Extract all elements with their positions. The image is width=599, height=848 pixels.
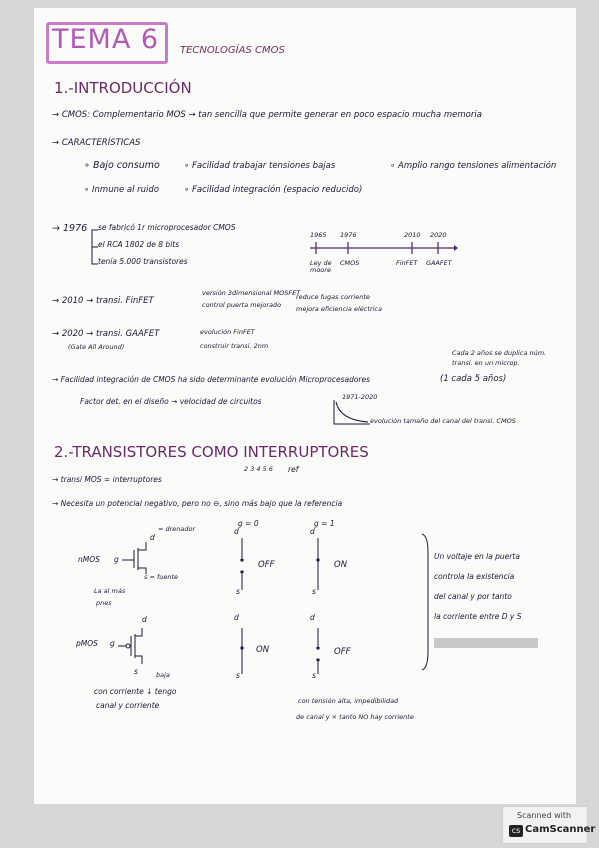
switch-pmos-off-d: d [310,613,315,622]
y1976-first-cmos: se fabricó 1r microprocesador CMOS [98,223,236,232]
nmos-label: nMOS [78,555,100,564]
switch-nmos-off-d: d [234,527,239,536]
feature-low-power: ∘ Bajo consumo [84,160,160,171]
gaafet-expansion: (Gate All Around) [68,343,125,351]
right-note-line-3: del canal y por tanto [434,592,512,601]
right-note-bracket [420,532,432,672]
switch-pmos-on-s: s [236,671,240,680]
highlight-mark [434,638,538,648]
page-title: TEMA 6 [52,24,160,55]
feature-wide-range: ∘ Amplio rango tensiones alimentación [390,161,557,171]
characteristics-label: → CARACTERÍSTICAS [52,138,141,148]
pmos-label: pMOS [76,639,98,648]
gaafet-2nm: construir transi. 2nm [200,342,269,350]
switch-pmos-off-s: s [312,671,316,680]
finfet-less-leakage: reduce fugas corriente [296,293,370,301]
gate-zero-label: g = 0 [238,519,259,528]
nmos-drain-label: d [150,533,155,542]
cmos-definition: → CMOS: Complementario MOS → tan sencilla que permite generar en poco espacio mucha memoria [52,110,482,120]
evolution-line: → Facilidad integración de CMOS ha sido determinante evolución Microprocesadores [52,375,371,384]
potential-line: → Necesita un potencial negativo, pero no ⊖, sino más bajo que la referencia [52,499,343,508]
switch-nmos-on-state: ON [334,560,348,570]
timeline-label-finfet: FinFET [396,259,418,267]
pmos-symbol [118,626,148,666]
evolution-curve [332,398,372,428]
year-2010: → 2010 → transi. FinFET [52,296,154,306]
right-note-line-4: la corriente entre D y S [434,612,522,621]
section-1-heading: 1.-INTRODUCCIÓN [54,79,192,97]
evolution-note: evolución tamaño del canal del transi. CMOS [370,417,516,425]
timeline-label-cmos: CMOS [340,259,360,267]
feature-noise-immune: ∘ Inmune al ruido [84,185,160,195]
right-note-line-2: controla la existencia [434,572,515,581]
pmos-source-label: s [134,667,138,676]
switch-nmos-off-state: OFF [258,560,275,570]
mos-switch-line: → transi MOS = interruptores [52,475,162,484]
pmos-gate-label: g [110,639,115,648]
scanned-page [34,8,576,804]
timeline-axis [308,236,458,258]
y1976-transistors: tenía 5.000 transistores [98,257,188,266]
bottom-right-note-a: con tensión alta, impedibilidad [298,697,399,705]
bottom-left-note-b: canal y corriente [96,701,160,710]
timeline-label-moore: Ley de moore [310,259,332,275]
switch-pmos-on-d: d [234,613,239,622]
feature-integration: ∘ Facilidad integración (espacio reducido) [184,185,363,195]
switch-nmos-off-s: s [236,587,240,596]
finfet-efficiency: mejora eficiencia eléctrica [296,305,382,313]
finfet-3d: versión 3dimensional MOSFET [202,289,301,297]
nmos-gate-label: g [114,555,119,564]
camscanner-logo-icon: cs [509,825,523,837]
nmos-note-a: La al más [94,587,126,595]
page-subtitle: TECNOLOGÍAS CMOS [180,45,285,56]
badge-scanned-with: Scanned with [517,811,572,820]
timeline-year-2020: 2020 [430,231,447,239]
moore-note-c: (1 cada 5 años) [440,374,507,384]
pmos-drain-label: d [142,615,147,624]
baja-label: baja [156,671,170,679]
timeline-label-gaafet: GAAFET [426,259,452,267]
year-2020: → 2020 → transi. GAAFET [52,329,160,339]
bottom-right-note-b: de canal y × tanto NO hay corriente [296,713,414,721]
y1976-bracket [90,228,100,268]
ref-numbers: 2 3 4 5 6 [244,465,273,473]
moore-note-a: Cada 2 años se duplica núm. [452,349,547,357]
factor-line: Factor det. en el diseño → velocidad de circuitos [80,397,262,406]
bottom-left-note-a: con corriente ↓ tengo [94,687,177,696]
camscanner-badge [502,806,596,844]
switch-pmos-off-state: OFF [334,647,351,657]
switch-pmos-on-state: ON [256,645,270,655]
timeline-year-2010: 2010 [404,231,421,239]
nmos-symbol [122,540,152,576]
ref-label: ref [288,465,299,474]
timeline-year-1976: 1976 [340,231,357,239]
section-2-heading: 2.-TRANSISTORES COMO INTERRUPTORES [54,443,369,461]
gate-one-label: g = 1 [314,519,335,528]
feature-low-voltage: ∘ Facilidad trabajar tensiones bajas [184,161,336,171]
nmos-drain-desc: = drenador [158,525,196,533]
right-note-line-1: Un voltaje en la puerta [434,552,520,561]
y1976-rca: el RCA 1802 de 8 bits [98,240,180,249]
gaafet-evolution: evolución FinFET [200,328,255,336]
switch-nmos-on-s: s [312,587,316,596]
nmos-note-b: pnes [96,599,112,607]
nmos-source-desc: s = fuente [144,573,179,581]
year-1976: → 1976 [52,223,88,234]
finfet-gate-control: control puerta mejorado [202,301,282,309]
evolution-range: 1971-2020 [342,393,378,401]
timeline-year-1965: 1965 [310,231,327,239]
badge-camscanner: CamScanner [525,824,596,835]
switch-nmos-on-d: d [310,527,315,536]
moore-note-b: transi. en un microp. [452,359,520,367]
